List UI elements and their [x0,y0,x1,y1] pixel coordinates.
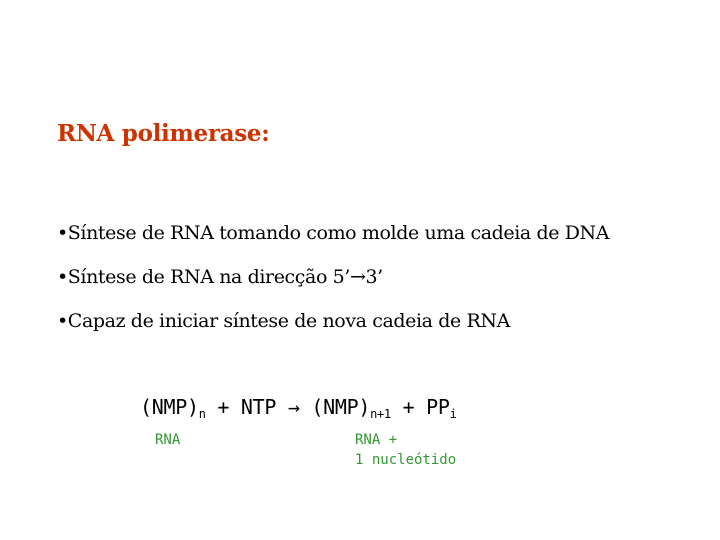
eq-plus-2: + [390,395,427,419]
eq-arrow: → [276,395,312,419]
eq-ppi: PP [426,395,450,419]
eq-sub-n1: n+1 [370,407,391,421]
annotation-rna-plus: RNA + [355,432,398,448]
slide-title: RNA polimerase: [57,120,270,147]
eq-nmp-n1: (NMP) [311,395,371,419]
bullet-initiation: •Capaz de iniciar síntese de nova cadeia de RNA [57,310,510,332]
annotation-nucleotide: 1 nucleótido [355,452,457,468]
annotation-rna: RNA [155,432,181,448]
bullet-template-synthesis: •Síntese de RNA tomando como molde uma cadeia de DNA [57,222,610,244]
eq-plus-1: + [205,395,241,419]
eq-sub-n: n [198,407,206,421]
eq-nmp-n: (NMP) [140,395,199,419]
bullet-direction: •Síntese de RNA na direcção 5’→3’ [57,266,383,288]
eq-sub-i: i [449,407,457,421]
reaction-equation [140,395,457,419]
eq-ntp: NTP [240,395,277,419]
